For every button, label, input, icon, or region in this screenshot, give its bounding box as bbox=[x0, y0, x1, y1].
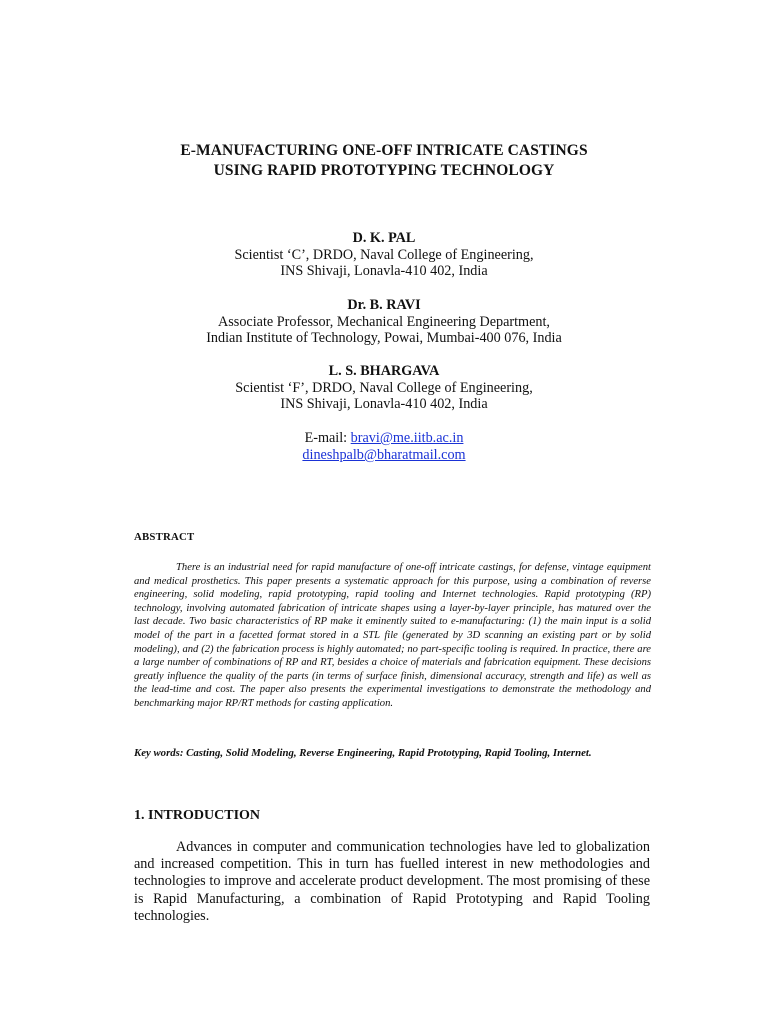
author-affiliation-line-1: Associate Professor, Mechanical Engineering Department, bbox=[218, 313, 550, 330]
author-affiliation-line-2: Indian Institute of Technology, Powai, Mumbai-400 076, India bbox=[206, 330, 562, 346]
abstract-body: There is an industrial need for rapid manufacture of one-off intricate castings, for defense, vintage equipment and medical prosthetics. This paper presents a systematic approach for this purpose, using a combination of reverse engineering, solid modeling, rapid prototyping, rapid tooling and Internet technologies. Rapid prototyping (RP) technology, involving automated fabrication of intricate shapes using a layer-by-layer principle, has matured over the last decade. Two basic characteristics of RP make it eminently suited to e-manufacturing: (1) the main input is a solid model of the part in a facetted format stored in a STL file (generated by 3D scanning an existing part or by solid modeling), and (2) the fabrication process is highly automated; no part-specific tooling is required. In practice, there are a large number of combinations of RP and RT, besides a choice of materials and fabrication equipment. These decisions greatly influence the quality of the parts (in terms of surface finish, dimensional accuracy, strength and life) as well as the lead-time and cost. The paper also presents the experimental investigations to demonstrate the methodology and benchmarking major RP/RT methods for casting application. bbox=[134, 562, 651, 709]
author-name: Dr. B. RAVI bbox=[347, 297, 421, 313]
author-block-2 bbox=[0, 297, 768, 347]
paper-title-line-2: USING RAPID PROTOTYPING TECHNOLOGY bbox=[213, 162, 555, 179]
paper-title-line-1: E-MANUFACTURING ONE-OFF INTRICATE CASTINGS bbox=[180, 142, 588, 159]
email-link-1[interactable]: bravi@me.iitb.ac.in bbox=[350, 430, 464, 446]
email-block bbox=[0, 430, 768, 464]
author-affiliation-line-1: Scientist ‘F’, DRDO, Naval College of Engineering, bbox=[235, 379, 533, 396]
author-block-1 bbox=[0, 230, 768, 280]
paper-title bbox=[0, 141, 768, 181]
abstract-heading: ABSTRACT bbox=[134, 531, 195, 543]
email-link-2[interactable]: dineshpalb@bharatmail.com bbox=[302, 447, 466, 463]
author-affiliation-line-1: Scientist ‘C’, DRDO, Naval College of Engineering, bbox=[234, 246, 534, 263]
author-affiliation-line-2: INS Shivaji, Lonavla-410 402, India bbox=[280, 263, 488, 279]
author-block-3 bbox=[0, 363, 768, 413]
author-name: D. K. PAL bbox=[352, 230, 416, 246]
introduction-paragraph: Advances in computer and communication technologies have led to globalization and increased competition. This in turn has fuelled interest in new methodologies and technologies to improve and accelerate product development. The most promising of these is Rapid Manufacturing, a combination of Rapid Prototyping and Rapid Tooling technologies. bbox=[134, 839, 650, 924]
section-heading-introduction: 1. INTRODUCTION bbox=[134, 808, 261, 823]
email-line-2 bbox=[0, 447, 768, 464]
email-label: E-mail: bbox=[304, 430, 351, 446]
keywords: Key words: Casting, Solid Modeling, Reverse Engineering, Rapid Prototyping, Rapid Tooling, Internet. bbox=[134, 747, 592, 759]
author-name: L. S. BHARGAVA bbox=[328, 363, 440, 379]
email-line-1 bbox=[0, 430, 768, 447]
author-affiliation-line-2: INS Shivaji, Lonavla-410 402, India bbox=[280, 396, 488, 412]
